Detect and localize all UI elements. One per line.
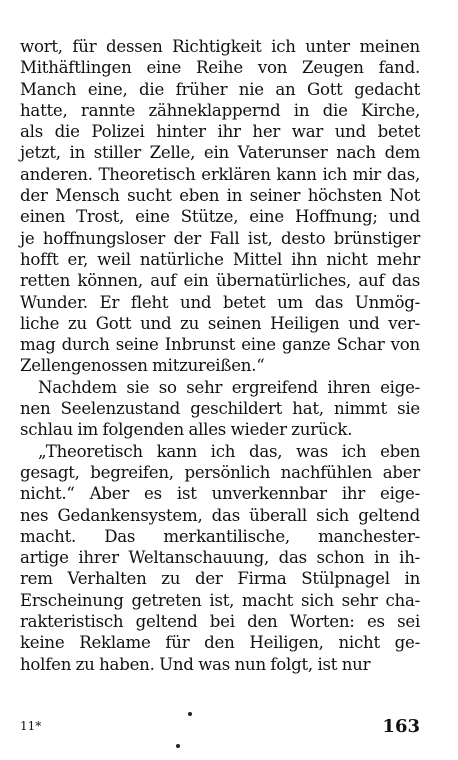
paragraph-3: [20, 441, 420, 675]
signature-mark: 11*: [20, 719, 42, 733]
page-body: [20, 36, 420, 675]
text-line: anderen. Theoretisch erklären kann ich mir das,: [20, 164, 421, 184]
text-line: hatte, rannte zähneklappernd in die Kirche,: [20, 100, 421, 120]
text-line: liche zu Gott und zu seinen Heiligen und ver-: [20, 313, 421, 333]
text-line: macht. Das merkantilische, manchester-: [20, 526, 421, 546]
text-line: nen Seelenzustand geschildert hat, nimmt sie: [20, 399, 420, 419]
text-line: Erscheinung getreten ist, macht sich sehr cha-: [20, 590, 420, 610]
text-line: Wunder. Er fleht und betet um das Unmög-: [20, 292, 420, 312]
text-line: wort, für dessen Richtigkeit ich unter meinen: [20, 37, 420, 56]
paragraph-1: [20, 36, 420, 377]
text-line: schlau im folgenden alles wieder zurück.: [20, 420, 353, 440]
page-footer: [20, 716, 420, 741]
text-line: Mithäftlingen eine Reihe von Zeugen fand.: [20, 58, 421, 78]
text-line: gesagt, begreifen, persönlich nachfühlen aber: [20, 462, 420, 482]
text-line: jetzt, in stiller Zelle, ein Vaterunser nach dem: [20, 143, 421, 163]
page-number: 163: [382, 716, 420, 737]
text-line: als die Polizei hinter ihr her war und betet: [20, 122, 421, 142]
text-line: einen Trost, eine Stütze, eine Hoffnung; und: [20, 207, 420, 227]
text-line: holfen zu haben. Und was nun folgt, ist nur: [20, 654, 371, 674]
text-line: je hoffnungsloser der Fall ist, desto brünstiger: [20, 228, 421, 248]
text-line: rem Verhalten zu der Firma Stülpnagel in: [20, 569, 421, 589]
print-speck: [176, 744, 180, 748]
text-line: nes Gedankensystem, das überall sich geltend: [20, 505, 420, 525]
text-line: retten können, auf ein übernatürliches, auf das: [20, 271, 420, 291]
paragraph-2: [20, 377, 420, 441]
text-line: „Theoretisch kann ich das, was ich eben: [38, 441, 421, 461]
text-line: hofft er, weil natürliche Mittel ihn nicht mehr: [20, 249, 421, 269]
text-line: Nachdem sie so sehr ergreifend ihren eige-: [38, 377, 421, 397]
print-speck: [188, 712, 192, 716]
text-line: keine Reklame für den Heiligen, nicht ge-: [20, 633, 420, 653]
text-line: rakteristisch geltend bei den Worten: es sei: [20, 612, 421, 632]
text-line: mag durch seine Inbrunst eine ganze Schar von: [20, 335, 420, 355]
text-line: Manch eine, die früher nie an Gott gedacht: [20, 79, 420, 99]
text-line: nicht.“ Aber es ist unverkennbar ihr eige-: [20, 484, 420, 504]
text-line: der Mensch sucht eben in seiner höchsten Not: [20, 186, 420, 206]
text-line: Zellengenossen mitzureißen.“: [20, 356, 265, 376]
text-line: artige ihrer Weltanschauung, das schon in ih-: [20, 548, 421, 568]
